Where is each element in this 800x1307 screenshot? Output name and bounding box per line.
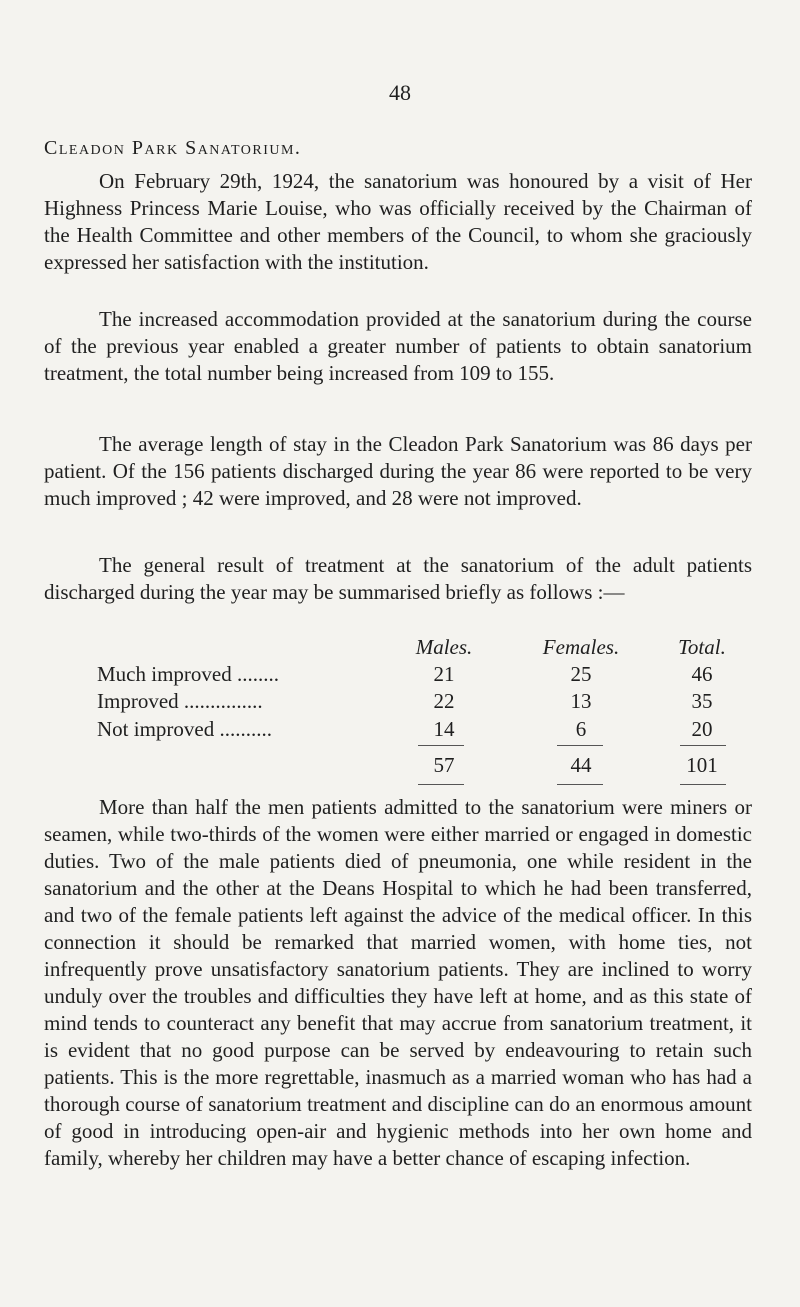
total-rule	[418, 745, 464, 746]
section-heading: Cleadon Park Sanatorium.	[44, 137, 302, 159]
table-row	[97, 689, 757, 717]
total-rule	[680, 745, 726, 746]
cell-total: 46	[691, 662, 713, 686]
table-row	[97, 662, 757, 690]
total-rule	[557, 784, 603, 785]
total-rule	[680, 784, 726, 785]
paragraph-accommodation: The increased accommodation provided at the sanatorium during the course of the previous year enabled a greater number of patients to obtain sanatorium treatment, the total number being increased from 109 to 155.	[44, 307, 752, 385]
cell-females: 13	[570, 689, 592, 713]
paragraph-patient-notes: More than half the men patients admitted to the sanatorium were miners or seamen, while two-thirds of the women were either married or engaged in domestic duties. Two of the male patients died of pneumonia, one while resident in the sanatorium and the other at the Deans Hospital to which he had been transferred, and two of the female patients left against the advice of the medical officer. In this connection it should be remarked that married women, with home ties, not infrequently prove unsatisfactory sanatorium patients. They are inclined to worry unduly over the troubles and difficulties they have left at home, and as this state of mind tends to counteract any benefit that may accrue from sanatorium treatment, it is evident that no good purpose can be served by endeavouring to retain such patients. This is the more regrettable, inasmuch as a married woman who has had a thorough course of sanatorium treatment and discipline can do an enormous amount of good in introducing open-air and hygienic methods into her own home and family, whereby her children may have a better chance of escaping infection.	[44, 795, 752, 1170]
total-females: 44	[570, 753, 592, 777]
row-label: Not improved ..........	[97, 717, 272, 741]
paragraph-results-intro: The general result of treatment at the sanatorium of the adult patients discharged during the year may be summarised briefly as follows :—	[44, 553, 752, 604]
total-rule	[557, 745, 603, 746]
cell-males: 21	[433, 662, 455, 686]
header-males: Males.	[415, 635, 473, 659]
cell-males: 14	[433, 717, 455, 741]
cell-males: 22	[433, 689, 455, 713]
header-total: Total.	[678, 635, 726, 659]
total-rule	[418, 784, 464, 785]
total-all: 101	[686, 753, 718, 777]
row-label: Much improved ........	[97, 662, 279, 686]
page-number: 48	[389, 80, 411, 105]
table-row	[97, 717, 757, 745]
header-females: Females.	[542, 635, 620, 659]
row-label: Improved ...............	[97, 689, 263, 713]
cell-total: 35	[691, 689, 713, 713]
total-males: 57	[433, 753, 455, 777]
totals-row	[97, 753, 757, 781]
cell-females: 6	[575, 717, 587, 741]
paragraph-average-stay: The average length of stay in the Cleadon Park Sanatorium was 86 days per patient. Of the 156 patients discharged during the year 86 were reported to be very much improved ; 42 were improved, and 28 were not improved.	[44, 432, 752, 510]
table-header-row	[97, 635, 757, 663]
cell-females: 25	[570, 662, 592, 686]
paragraph-royal-visit: On February 29th, 1924, the sanatorium was honoured by a visit of Her Highness Princess Marie Louise, who was officially received by the Chairman of the Health Committee and other members of the Council, to whom she graciously expressed her satisfaction with the institution.	[44, 169, 752, 274]
cell-total: 20	[691, 717, 713, 741]
